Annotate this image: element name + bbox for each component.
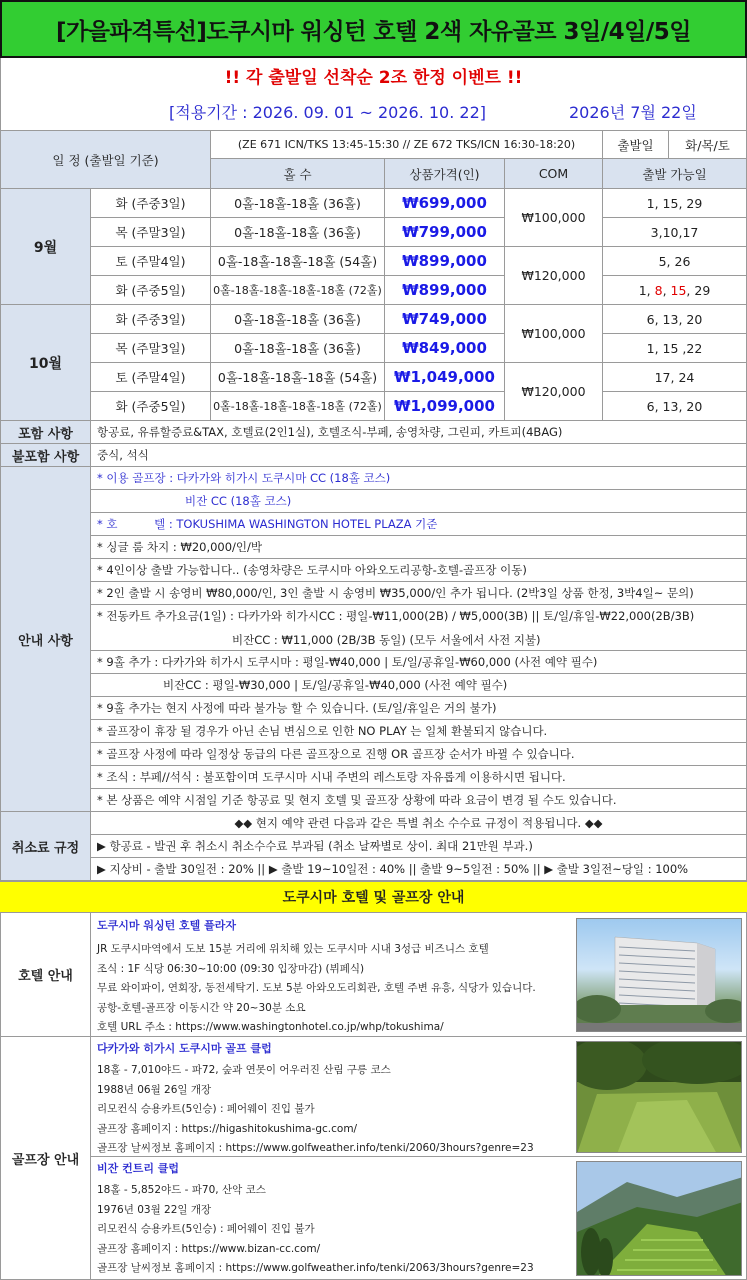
holes-value: 0홀-18홀-18홀-18홀 (54홀) (211, 247, 385, 276)
schedule-header: 일 정 (출발일 기준) (1, 131, 211, 189)
avail-dates (603, 189, 747, 218)
guide-line-text: * 2인 출발 시 송영비 ₩80,000/인, 3인 출발 시 송영비 ₩35,000/인 추가 됩니다. (2박3일 상품 한정, 3박4일~ 문의) (97, 586, 694, 600)
guide-line-text: * 전동카트 추가요금(1일) : 다카가와 히가시CC : 평일-₩11,000(2B) / ₩5,000(3B) || 토/일/휴일-₩22,000(2B/3B) (97, 608, 695, 623)
schedule-table (0, 131, 747, 421)
guide-line (91, 467, 747, 490)
golf-info-line: 리모컨식 승용카트(5인승) : 페어웨이 진입 불가 (97, 1103, 315, 1115)
day-type: 화 (주중3일) (91, 305, 211, 334)
hotel-photo (576, 918, 742, 1032)
guide-line-text: * 4인이상 출발 가능합니다.. (송영차량은 도쿠시마 아와오도리공항-호텔-골프장 이동) (97, 563, 527, 577)
avail-date-segment: 17, 24 (654, 369, 695, 385)
page-title: [가을파격특선]도쿠시마 워싱턴 호텔 2색 자유골프 3일/4일/5일 (56, 18, 691, 45)
golf-info-line: 골프장 홈페이지 : https://higashitokushima-gc.com/ (97, 1122, 358, 1135)
hotel-info-line: 무료 와이파이, 연회장, 동전세탁기. 도보 5분 아와오도리회관, 호텔 주변 유흥, 식당가 있습니다. (97, 982, 536, 994)
guide-line (91, 559, 747, 582)
hotel-info-line: 조식 : 1F 식당 06:30~10:00 (09:30 입장마감) (뷔페식) (97, 962, 365, 975)
day-type: 화 (주중3일) (91, 189, 211, 218)
avail-date-segment: 6, 13, 20 (646, 311, 703, 327)
avail-date-segment: 15 (670, 282, 687, 298)
guide-line-text: * 9홀 추가 : 다카가와 히가시 도쿠시마 : 평일-₩40,000 | 토/일/공휴일-₩60,000 (사전 예약 필수) (97, 655, 598, 669)
guide-line (91, 490, 747, 513)
guide-line (91, 605, 747, 651)
com-value: ₩100,000 (505, 305, 603, 363)
holes-value: 0홀-18홀-18홀-18홀-18홀 (72홀) (211, 392, 385, 421)
guide-line-text: * 호 텔 : TOKUSHIMA WASHINGTON HOTEL PLAZA 기준 (97, 517, 438, 531)
avail-dates (603, 247, 747, 276)
day-type: 목 (주말3일) (91, 218, 211, 247)
include-label: 포함 사항 (1, 421, 91, 444)
price-value: ₩799,000 (385, 218, 505, 247)
golf-info-line: 18홀 - 5,852야드 - 파70, 산악 코스 (97, 1184, 266, 1196)
guide-line (91, 582, 747, 605)
golf-info-line: 18홀 - 7,010야드 - 파72, 숲과 연못이 어우러진 산림 구릉 코스 (97, 1064, 391, 1076)
guide-line-subtext: 비잔CC : ₩11,000 (2B/3B 동일) (모두 서울에서 사전 지불) (232, 632, 541, 647)
com-value: ₩120,000 (505, 363, 603, 421)
golf-section (0, 1037, 747, 1280)
guide-line (91, 513, 747, 536)
guide-line (91, 674, 747, 697)
price-header: 상품가격(인) (385, 159, 505, 189)
avail-dates (603, 276, 747, 305)
avail-date-segment: 1, (638, 282, 655, 298)
com-value: ₩120,000 (505, 247, 603, 305)
event-text: !! 각 출발일 선착순 2조 한정 이벤트 !! (224, 68, 523, 88)
holes-value: 0홀-18홀-18홀 (36홀) (211, 189, 385, 218)
day-type: 토 (주말4일) (91, 247, 211, 276)
guide-line-text: * 싱글 룸 차지 : ₩20,000/인/박 (97, 540, 263, 554)
cancel-label: 취소료 규정 (1, 812, 91, 881)
golf-info-line: 리모컨식 승용카트(5인승) : 페어웨이 진입 불가 (97, 1223, 315, 1235)
guide-line (91, 789, 747, 812)
hotel-section (0, 913, 747, 1037)
include-exclude (0, 421, 747, 467)
cancel-section (0, 812, 747, 881)
com-value: ₩100,000 (505, 189, 603, 247)
period-row (0, 93, 747, 131)
departure-days: 화/목/토 (669, 131, 747, 159)
avail-dates (603, 305, 747, 334)
holes-header: 홀 수 (211, 159, 385, 189)
price-value: ₩849,000 (385, 334, 505, 363)
guide-line-text: 비잔CC : 평일-₩30,000 | 토/일/공휴일-₩40,000 (사전 예약 필수) (163, 678, 508, 692)
guide-line (91, 697, 747, 720)
com-header: COM (505, 159, 603, 189)
hotel-building-image (577, 919, 742, 1032)
avail-date-segment: 3,10,17 (650, 224, 699, 240)
holes-value: 0홀-18홀-18홀 (36홀) (211, 334, 385, 363)
avail-date-segment: 8 (654, 282, 663, 298)
guide-section (0, 467, 747, 812)
guide-label: 안내 사항 (1, 467, 91, 812)
guide-line-text: 비잔 CC (18홀 코스) (185, 494, 292, 508)
day-type: 목 (주말3일) (91, 334, 211, 363)
price-value: ₩899,000 (385, 247, 505, 276)
guide-line (91, 743, 747, 766)
price-value: ₩699,000 (385, 189, 505, 218)
hotel-title: 도쿠시마 워싱턴 호텔 플라자 (97, 919, 236, 932)
golf-info-line: 1976년 03월 22일 개장 (97, 1203, 212, 1216)
include-text: 항공료, 유류할증료&TAX, 호텔료(2인1실), 호텔조식-부페, 송영차량, 그린피, 카트피(4BAG) (91, 421, 747, 444)
guide-line-text: * 9홀 추가는 현지 사정에 따라 불가능 할 수 있습니다. (토/일/휴일은 거의 불가) (97, 701, 497, 715)
golf-info-line: 1988년 06월 26일 개장 (97, 1083, 212, 1096)
avail-header: 출발 가능일 (603, 159, 747, 189)
golf-photo-1 (576, 1041, 742, 1153)
event-banner (0, 58, 747, 93)
avail-dates (603, 363, 747, 392)
guide-line (91, 720, 747, 743)
day-type: 화 (주중5일) (91, 276, 211, 305)
guide-line-text: * 골프장 사정에 따라 일정상 동급의 다른 골프장으로 진행 OR 골프장 순서가 바뀔 수 있습니다. (97, 747, 575, 761)
section2-header: 도쿠시마 호텔 및 골프장 안내 (0, 881, 747, 913)
price-value: ₩749,000 (385, 305, 505, 334)
month-label: 10월 (1, 305, 91, 421)
hotel-info-line: 호텔 URL 주소 : https://www.washingtonhotel.co.jp/whp/tokushima/ (97, 1021, 444, 1033)
avail-date-segment: 1, 15, 29 (646, 195, 703, 211)
guide-line-text: * 이용 골프장 : 다카가와 히가시 도쿠시마 CC (18홀 코스) (97, 471, 391, 485)
issue-date: 2026년 7월 22일 (569, 103, 697, 122)
hotel-info-line: 공항-호텔-골프장 이동시간 약 20~30분 소요 (97, 1001, 306, 1014)
golf-photo-2 (576, 1161, 742, 1276)
holes-value: 0홀-18홀-18홀-18홀-18홀 (72홀) (211, 276, 385, 305)
avail-dates (603, 218, 747, 247)
day-type: 화 (주중5일) (91, 392, 211, 421)
price-value: ₩1,049,000 (385, 363, 505, 392)
hotel-label: 호텔 안내 (1, 913, 91, 1037)
period-text: [적용기간 : 2026. 09. 01 ~ 2026. 10. 22] (169, 103, 487, 122)
hotel-info-line: JR 도쿠시마역에서 도보 15분 거리에 위치해 있는 도쿠시마 시내 3성급 비즈니스 호텔 (97, 943, 489, 955)
golf-info-line: 골프장 날씨정보 홈페이지 : https://www.golfweather.info/tenki/2063/3hours?genre=23 (97, 1262, 534, 1274)
exclude-label: 불포함 사항 (1, 444, 91, 467)
price-value: ₩899,000 (385, 276, 505, 305)
avail-dates (603, 392, 747, 421)
holes-value: 0홀-18홀-18홀-18홀 (54홀) (211, 363, 385, 392)
golf-info-line: 골프장 날씨정보 홈페이지 : https://www.golfweather.info/tenki/2060/3hours?genre=23 (97, 1142, 534, 1154)
guide-line-text: * 본 상품은 예약 시점일 기준 항공료 및 현지 호텔 및 골프장 상황에 따라 요금이 변경 될 수도 있습니다. (97, 793, 617, 807)
flight-info: (ZE 671 ICN/TKS 13:45-15:30 // ZE 672 TKS/ICN 16:30-18:20) (211, 131, 603, 159)
avail-date-segment: , 29 (686, 282, 711, 298)
holes-value: 0홀-18홀-18홀 (36홀) (211, 218, 385, 247)
exclude-text: 중식, 석식 (91, 444, 747, 467)
avail-dates (603, 334, 747, 363)
guide-line-text: * 골프장이 휴장 될 경우가 아닌 손님 변심으로 인한 NO PLAY 는 일체 환불되지 않습니다. (97, 724, 548, 738)
day-type: 토 (주말4일) (91, 363, 211, 392)
price-value: ₩1,099,000 (385, 392, 505, 421)
golf-club-title: 다카가와 히가시 도쿠시마 골프 클럽 (97, 1042, 272, 1055)
cancel-line: ◆◆ 현지 예약 관련 다음과 같은 특별 취소 수수료 규정이 적용됩니다. ◆◆ (91, 812, 747, 835)
guide-line (91, 766, 747, 789)
avail-date-segment: , (662, 282, 671, 298)
page-title-bar (0, 0, 747, 58)
golf-info-line: 골프장 홈페이지 : https://www.bizan-cc.com/ (97, 1242, 321, 1255)
golf-course-image-1 (577, 1042, 742, 1153)
golf-label: 골프장 안내 (1, 1037, 91, 1280)
guide-line (91, 536, 747, 559)
avail-date-segment: 1, 15 ,22 (646, 340, 703, 356)
cancel-line: ▶ 항공료 - 발권 후 취소시 취소수수료 부과됨 (취소 날짜별로 상이. 최대 21만원 부과.) (91, 835, 747, 858)
cancel-line: ▶ 지상비 - 출발 30일전 : 20% || ▶ 출발 19~10일전 : 40% || 출발 9~5일전 : 50% || ▶ 출발 3일전~당일 : 100% (91, 858, 747, 881)
departure-label: 출발일 (603, 131, 669, 159)
golf-club-title: 비잔 컨트리 클럽 (97, 1162, 180, 1175)
avail-date-segment: 6, 13, 20 (646, 398, 703, 414)
guide-line (91, 651, 747, 674)
avail-date-segment: 5, 26 (658, 253, 691, 269)
guide-line-text: * 조식 : 부페//석식 : 불포함이며 도쿠시마 시내 주변의 레스토랑 자유롭게 이용하시면 됩니다. (97, 770, 566, 784)
golf-course-image-2 (577, 1162, 742, 1276)
holes-value: 0홀-18홀-18홀 (36홀) (211, 305, 385, 334)
month-label: 9월 (1, 189, 91, 305)
